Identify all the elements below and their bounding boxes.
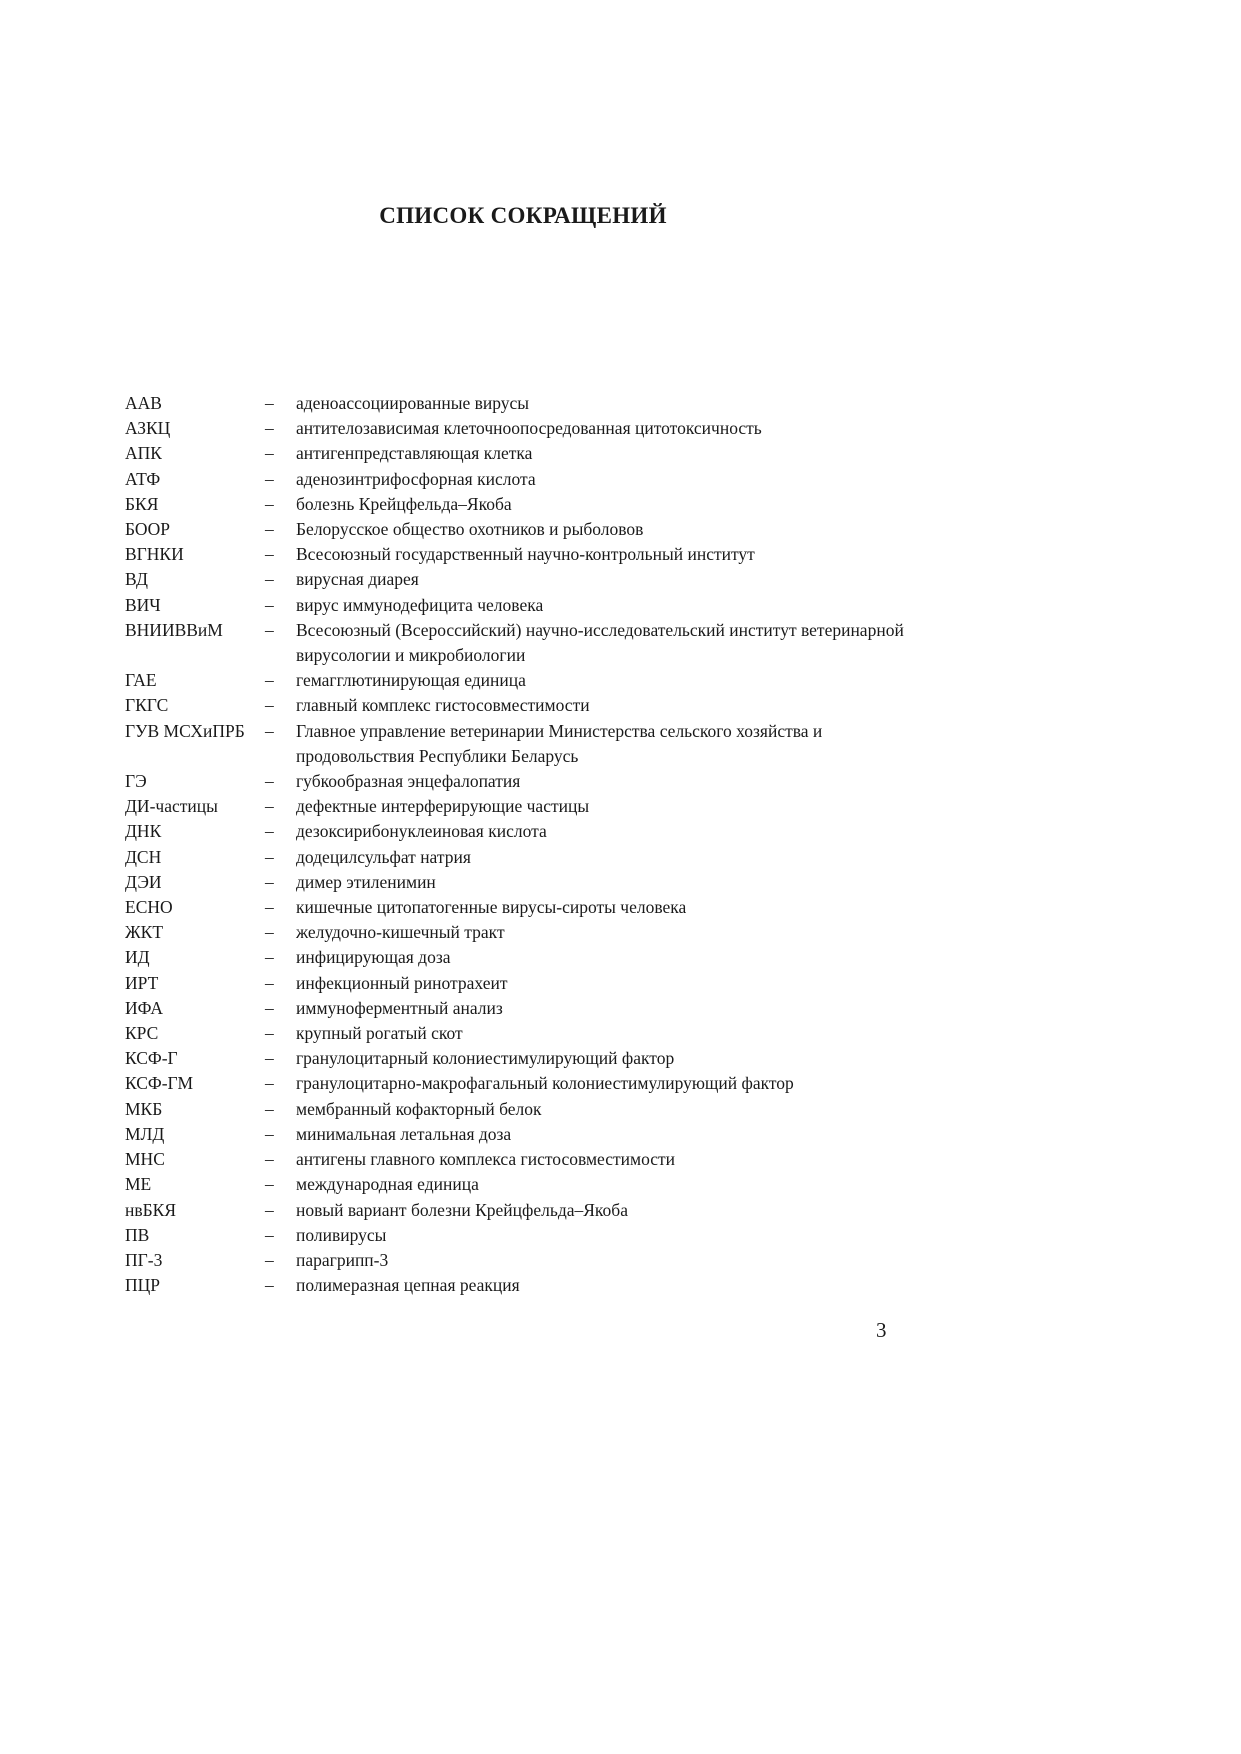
abbreviation-definition: Белорусское общество охотников и рыболовов (296, 519, 644, 540)
abbreviation-dash: – (265, 947, 274, 968)
abbreviation-term: ИРТ (125, 972, 159, 993)
abbreviation-term: ААВ (125, 393, 162, 413)
abbreviation-term: КСФ-ГМ (125, 1073, 194, 1094)
abbreviation-row (125, 618, 905, 668)
abbreviation-definition: гранулоцитарно-макрофагальный колониестимулирующий фактор (296, 1073, 794, 1094)
abbreviation-dash: – (265, 997, 274, 1018)
abbreviation-definition: Всесоюзный государственный научно-контрольный институт (296, 544, 755, 565)
abbreviation-term: ГУВ МСХиПРБ (125, 720, 245, 741)
abbreviation-dash: – (265, 519, 274, 540)
abbreviation-definition: гранулоцитарный колониестимулирующий фактор (296, 1048, 675, 1069)
abbreviation-dash: – (265, 1048, 274, 1069)
abbreviation-dash: – (265, 897, 274, 918)
abbreviation-dash: – (265, 821, 274, 842)
abbreviation-dash: – (265, 1149, 274, 1170)
abbreviation-row (125, 870, 905, 895)
abbreviation-term: КСФ-Г (125, 1048, 178, 1069)
abbreviation-dash: – (265, 1073, 274, 1094)
abbreviation-term: МЛД (125, 1123, 165, 1144)
abbreviation-row (125, 467, 905, 492)
abbreviation-term: АТФ (125, 468, 161, 489)
abbreviation-definition: поливирусы (296, 1224, 387, 1245)
abbreviation-dash: – (265, 1249, 274, 1270)
abbreviation-dash: – (265, 443, 274, 464)
abbreviation-row (125, 1021, 905, 1046)
abbreviation-term: ГАЕ (125, 670, 157, 691)
abbreviation-term: ВД (125, 569, 148, 590)
abbreviation-dash: – (265, 796, 274, 817)
abbreviation-row (125, 996, 905, 1021)
abbreviation-dash: – (265, 720, 274, 741)
page-number: 3 (876, 1318, 887, 1342)
abbreviation-definition: кишечные цитопатогенные вирусы-сироты человека (296, 897, 687, 918)
abbreviation-row (125, 1122, 905, 1147)
abbreviation-term: АЗКЦ (125, 418, 171, 439)
abbreviation-row (125, 1273, 905, 1298)
abbreviation-definition: крупный рогатый скот (296, 1023, 463, 1044)
abbreviation-row (125, 542, 905, 567)
abbreviation-dash: – (265, 1023, 274, 1044)
abbreviation-dash: – (265, 619, 274, 640)
abbreviation-term: МНС (125, 1149, 165, 1170)
abbreviation-dash: – (265, 771, 274, 792)
abbreviation-row (125, 567, 905, 592)
abbreviation-definition: димер этиленимин (296, 871, 436, 892)
abbreviation-dash: – (265, 493, 274, 514)
abbreviation-definition: минимальная летальная доза (296, 1123, 512, 1144)
abbreviation-row (125, 945, 905, 970)
abbreviation-row (125, 1223, 905, 1248)
abbreviation-definition: инфекционный ринотрахеит (296, 972, 508, 993)
abbreviation-definition: додецилсульфат натрия (296, 846, 471, 867)
abbreviation-term: ПГ-3 (125, 1249, 163, 1270)
abbreviation-dash: – (265, 569, 274, 590)
abbreviation-dash: – (265, 1224, 274, 1245)
abbreviation-row (125, 845, 905, 870)
abbreviation-term: ПВ (125, 1224, 150, 1245)
abbreviation-term: ДИ-частицы (125, 796, 218, 817)
abbreviation-definition: аденозинтрифосфорная кислота (296, 468, 536, 489)
abbreviation-row (125, 819, 905, 844)
abbreviation-term: ГКГС (125, 695, 169, 716)
abbreviation-definition: инфицирующая доза (296, 947, 451, 968)
abbreviation-row (125, 1046, 905, 1071)
abbreviation-term: МЕ (125, 1174, 152, 1195)
abbreviation-definition: Главное управление ветеринарии Министерства сельского хозяйства и продовольствия Республики Беларусь (296, 720, 823, 766)
abbreviation-definition: дезоксирибонуклеиновая кислота (296, 821, 547, 842)
abbreviation-definition: международная единица (296, 1174, 479, 1195)
abbreviation-dash: – (265, 695, 274, 716)
abbreviation-definition: антигенпредставляющая клетка (296, 443, 533, 464)
abbreviation-row (125, 769, 905, 794)
abbreviation-dash: – (265, 1174, 274, 1195)
abbreviation-row (125, 492, 905, 517)
abbreviation-definition: дефектные интерферирующие частицы (296, 796, 590, 817)
abbreviation-row (125, 668, 905, 693)
abbreviation-dash: – (265, 670, 274, 691)
abbreviation-row (125, 1172, 905, 1197)
abbreviation-dash: – (265, 871, 274, 892)
abbreviation-dash: – (265, 418, 274, 439)
abbreviation-definition: желудочно-кишечный тракт (296, 922, 505, 943)
abbreviation-term: ВНИИВВиМ (125, 619, 223, 640)
abbreviation-definition: иммуноферментный анализ (296, 997, 503, 1018)
abbreviation-term: ВГНКИ (125, 544, 184, 565)
abbreviation-term: ДСН (125, 846, 162, 867)
abbreviation-definition: полимеразная цепная реакция (296, 1275, 520, 1296)
abbreviation-dash: – (265, 544, 274, 565)
abbreviation-term: МКБ (125, 1098, 163, 1119)
abbreviation-dash: – (265, 972, 274, 993)
abbreviation-dash: – (265, 1123, 274, 1144)
abbreviation-row (125, 1097, 905, 1122)
abbreviation-term: ДЭИ (125, 871, 162, 892)
abbreviation-dash: – (265, 468, 274, 489)
abbreviation-definition: Всесоюзный (Всероссийский) научно-исследовательский институт ветеринарной вирусологии и микробиологии (296, 619, 904, 666)
abbreviation-dash: – (265, 594, 274, 615)
abbreviation-term: ДНК (125, 821, 162, 842)
abbreviation-term: АПК (125, 443, 162, 464)
abbreviation-row (125, 391, 905, 416)
abbreviation-definition: антигены главного комплекса гистосовместимости (296, 1149, 676, 1170)
abbreviation-term: ECHO (125, 897, 173, 918)
abbreviation-definition: вирусная диарея (296, 569, 419, 590)
abbreviation-definition: аденоассоциированные вирусы (296, 393, 530, 413)
abbreviation-dash: – (265, 922, 274, 943)
abbreviation-definition: гемагглютинирующая единица (296, 670, 526, 691)
abbreviation-dash: – (265, 846, 274, 867)
abbreviation-definition: губкообразная энцефалопатия (296, 771, 521, 792)
abbreviation-dash: – (265, 1199, 274, 1220)
abbreviation-row (125, 1147, 905, 1172)
abbreviation-row (125, 1248, 905, 1273)
abbreviation-term: КРС (125, 1023, 159, 1044)
abbreviation-row (125, 517, 905, 542)
abbreviation-definition: главный комплекс гистосовместимости (296, 695, 590, 716)
abbreviation-row (125, 794, 905, 819)
abbreviation-row (125, 1071, 905, 1096)
abbreviation-row (125, 416, 905, 441)
abbreviation-definition: вирус иммунодефицита человека (296, 594, 544, 615)
abbreviation-definition: мембранный кофакторный белок (296, 1098, 542, 1119)
abbreviation-definition: антителозависимая клеточноопосредованная цитотоксичность (296, 418, 762, 439)
abbreviation-definition: новый вариант болезни Крейцфельда–Якоба (296, 1199, 628, 1220)
abbreviation-term: ГЭ (125, 771, 147, 792)
abbreviation-dash: – (265, 1275, 274, 1296)
abbreviation-term: нвБКЯ (125, 1199, 177, 1220)
abbreviation-dash: – (265, 1098, 274, 1119)
abbreviation-definition: болезнь Крейцфельда–Якоба (296, 493, 512, 514)
abbreviation-row (125, 895, 905, 920)
abbreviation-term: ИФА (125, 997, 163, 1018)
abbreviation-term: БООР (125, 519, 170, 540)
abbreviation-row (125, 971, 905, 996)
abbreviation-term: ИД (125, 947, 150, 968)
abbreviation-definition: парагрипп-3 (296, 1249, 389, 1270)
abbreviation-term: БКЯ (125, 493, 159, 514)
abbreviation-term: ЖКТ (125, 922, 164, 943)
abbreviation-list (125, 391, 905, 1298)
abbreviation-dash: – (265, 393, 274, 413)
abbreviation-row (125, 441, 905, 466)
abbreviation-row (125, 1198, 905, 1223)
abbreviation-row (125, 693, 905, 718)
page-title: СПИСОК СОКРАЩЕНИЙ (379, 203, 667, 228)
abbreviation-term: ВИЧ (125, 594, 161, 615)
abbreviation-row (125, 593, 905, 618)
abbreviation-row (125, 719, 905, 769)
abbreviation-term: ПЦР (125, 1275, 161, 1296)
abbreviation-row (125, 920, 905, 945)
